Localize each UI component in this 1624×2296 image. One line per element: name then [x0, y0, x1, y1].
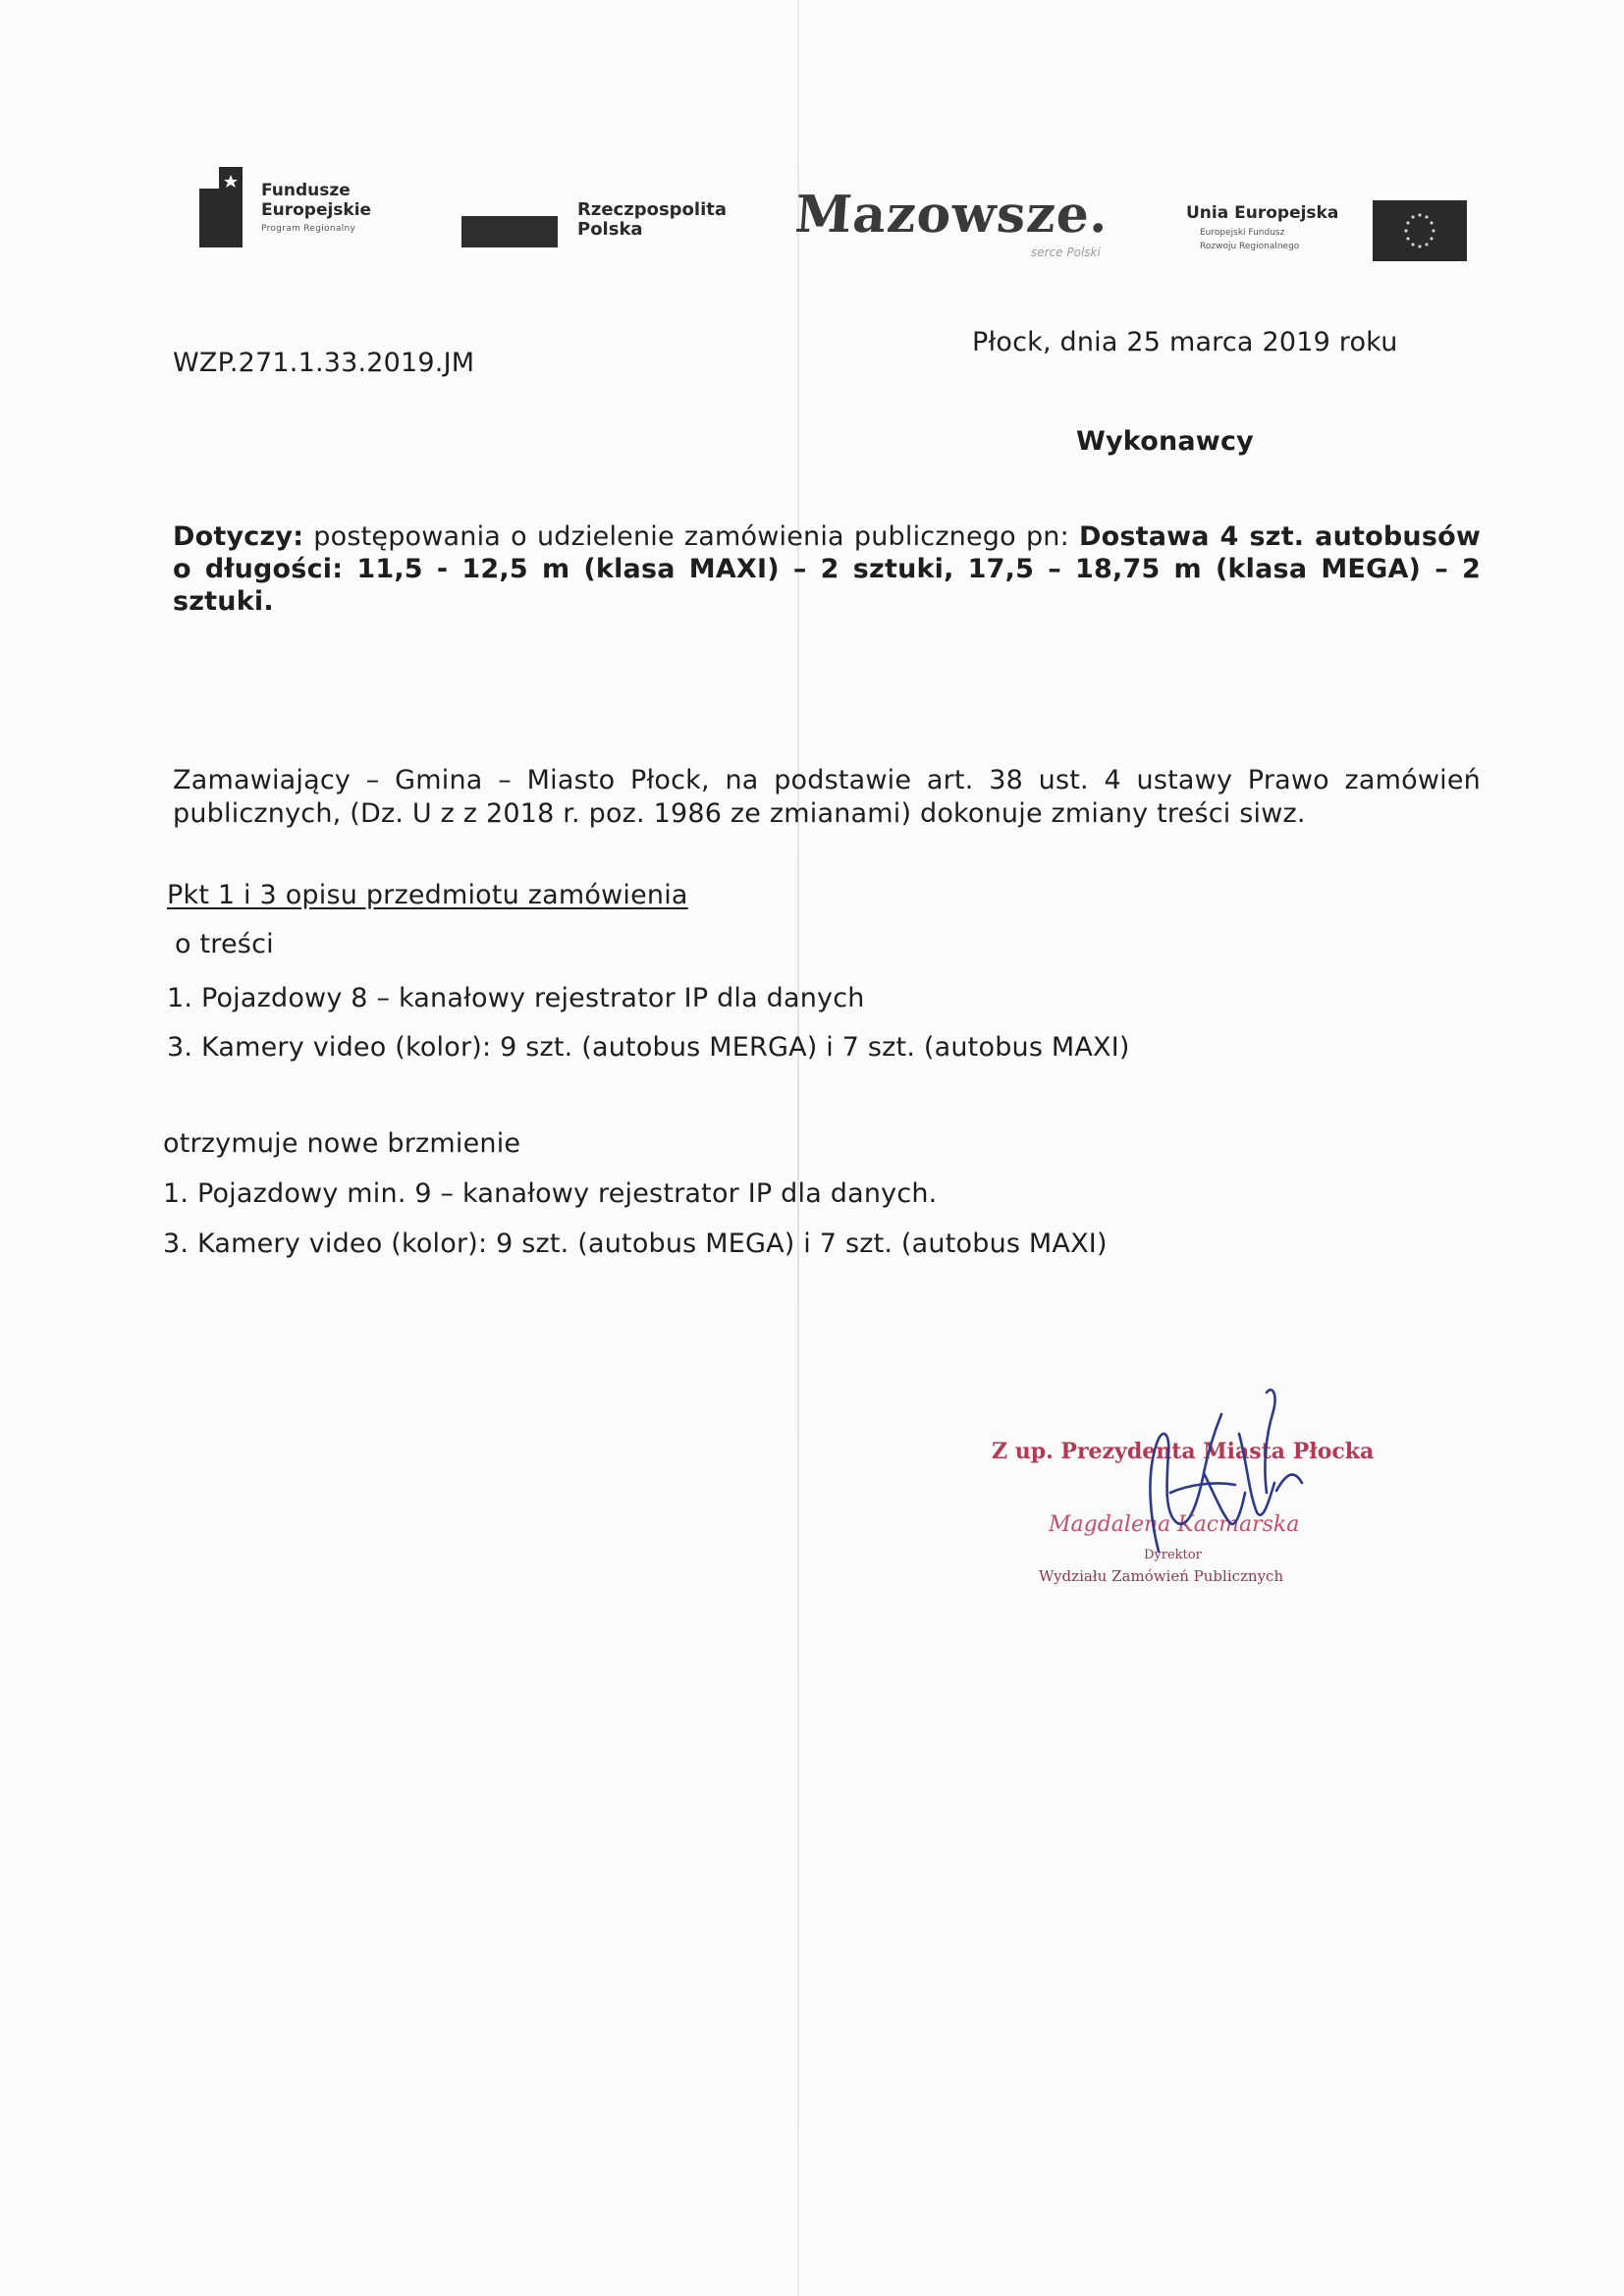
- eu-flag-icon: [1373, 200, 1467, 261]
- rp-line1: Rzeczpospolita: [577, 199, 727, 220]
- mazowsze-tagline: serce Polski: [1031, 246, 1101, 259]
- new-label: otrzymuje nowe brzmienie: [163, 1128, 521, 1159]
- old-item-1: 1. Pojazdowy 8 – kanałowy rejestrator IP dla danych: [167, 983, 865, 1013]
- stamp-position: Dyrektor: [1144, 1548, 1202, 1562]
- new-item-3: 3. Kamery video (kolor): 9 szt. (autobus MEGA) i 7 szt. (autobus MAXI): [163, 1229, 1108, 1259]
- fundusze-line2: Europejskie: [261, 200, 372, 220]
- page-fold-line: [797, 0, 799, 2296]
- subject-title: Dostawa 4 szt. autobusów o długości: 11,5 - 12,5 m (klasa MAXI) – 2 sztuki, 17,5 – 18,75 m (klasa MEGA) – 2 sztuki.: [173, 521, 1481, 617]
- fundusze-line3: Program Regionalny: [261, 224, 356, 234]
- mazowsze-logo: Mazowsze.: [792, 185, 1111, 245]
- fundusze-europejskie-logo-icon: [199, 167, 243, 247]
- polish-flag-icon: [461, 216, 558, 247]
- stamp-name: Magdalena Kacmarska: [1049, 1512, 1300, 1537]
- new-item-1: 1. Pojazdowy min. 9 – kanałowy rejestrator IP dla danych.: [163, 1178, 938, 1209]
- handwritten-signature-icon: [1119, 1375, 1316, 1581]
- section-heading: Pkt 1 i 3 opisu przedmiotu zamówienia: [167, 880, 688, 910]
- subject-text: postępowania o udzielenie zamówienia publicznego pn:: [313, 521, 1069, 552]
- ue-line1: Unia Europejska: [1186, 203, 1339, 223]
- recipient: Wykonawcy: [1076, 426, 1254, 457]
- subject-paragraph: [173, 520, 1481, 618]
- stamp-department: Wydziału Zamówień Publicznych: [1039, 1567, 1284, 1585]
- rp-line2: Polska: [577, 219, 643, 240]
- body-paragraph: Zamawiający – Gmina – Miasto Płock, na podstawie art. 38 ust. 4 ustawy Prawo zamówień publicznych, (Dz. U z z 2018 r. poz. 1986 ze zmianami) dokonuje zmiany treści siwz.: [173, 765, 1481, 829]
- ue-line3: Rozwoju Regionalnego: [1200, 242, 1300, 251]
- subject-label: Dotyczy:: [173, 521, 304, 552]
- old-label: o treści: [175, 929, 274, 959]
- fundusze-line1: Fundusze: [261, 181, 351, 200]
- ue-line2: Europejski Fundusz: [1200, 228, 1285, 238]
- letter-date: Płock, dnia 25 marca 2019 roku: [972, 327, 1398, 357]
- reference-number: WZP.271.1.33.2019.JM: [173, 348, 475, 378]
- old-item-3: 3. Kamery video (kolor): 9 szt. (autobus MERGA) i 7 szt. (autobus MAXI): [167, 1032, 1130, 1063]
- stamp-line1: Z up. Prezydenta Miasta Płocka: [992, 1439, 1375, 1464]
